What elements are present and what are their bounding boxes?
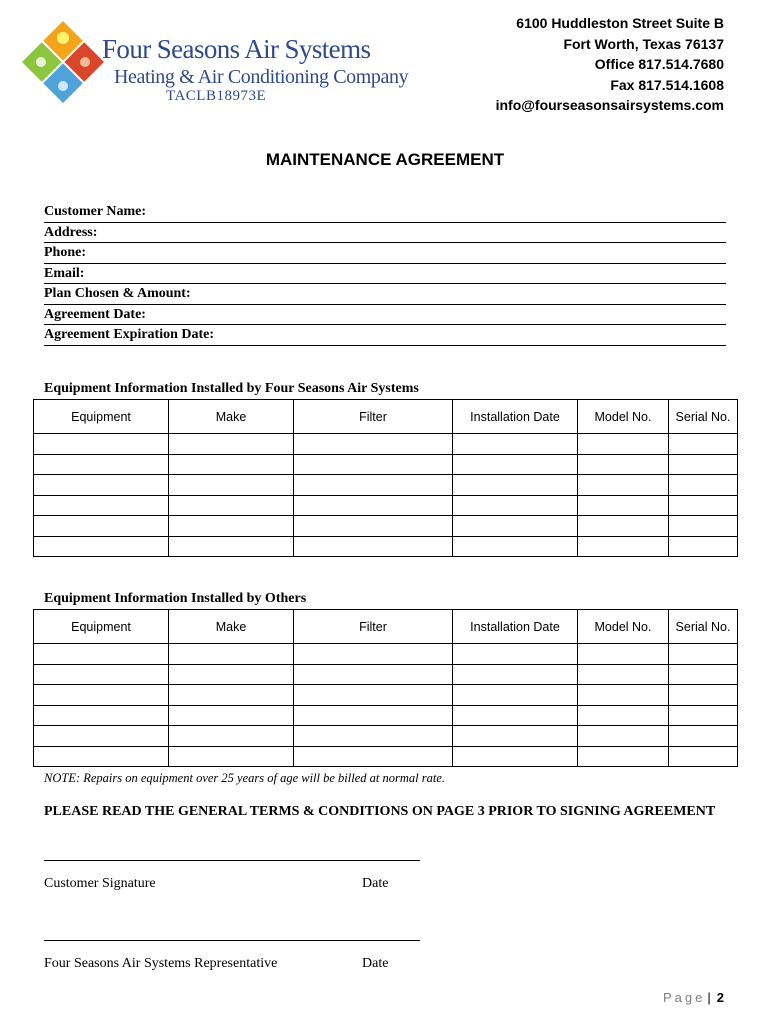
table-row bbox=[34, 516, 738, 537]
table-cell[interactable] bbox=[169, 726, 294, 747]
logo-tagline: Heating & Air Conditioning Company bbox=[114, 66, 409, 88]
representative-signature-line[interactable] bbox=[44, 940, 420, 941]
table-cell[interactable] bbox=[34, 746, 169, 767]
table-cell[interactable] bbox=[294, 454, 453, 475]
table-cell[interactable] bbox=[669, 705, 738, 726]
table-cell[interactable] bbox=[578, 705, 669, 726]
contact-block bbox=[496, 13, 724, 116]
four-seasons-diamond-logo-icon bbox=[18, 16, 108, 108]
table-cell[interactable] bbox=[169, 664, 294, 685]
table-row bbox=[34, 644, 738, 665]
table-cell[interactable] bbox=[34, 516, 169, 537]
table-cell[interactable] bbox=[453, 644, 578, 665]
table-row bbox=[34, 475, 738, 496]
table-cell[interactable] bbox=[578, 726, 669, 747]
table-cell[interactable] bbox=[294, 685, 453, 706]
table-cell[interactable] bbox=[453, 516, 578, 537]
table-cell[interactable] bbox=[578, 664, 669, 685]
table-cell[interactable] bbox=[169, 644, 294, 665]
page-number bbox=[663, 990, 724, 1005]
equipment-table-four-seasons bbox=[33, 399, 738, 557]
logo-license-number: TACLB18973E bbox=[166, 88, 267, 104]
table-cell[interactable] bbox=[294, 475, 453, 496]
table-row bbox=[34, 454, 738, 475]
representative-date-label: Date bbox=[362, 956, 389, 971]
table-header-row bbox=[34, 610, 738, 644]
table-cell[interactable] bbox=[453, 685, 578, 706]
contact-office-phone: Office 817.514.7680 bbox=[594, 56, 724, 72]
table-cell[interactable] bbox=[669, 644, 738, 665]
table-cell[interactable] bbox=[453, 664, 578, 685]
col-installation-date: Installation Date bbox=[453, 400, 578, 434]
equipment-table-others bbox=[33, 609, 738, 767]
table-cell[interactable] bbox=[578, 516, 669, 537]
table-cell[interactable] bbox=[669, 475, 738, 496]
col-filter: Filter bbox=[294, 400, 453, 434]
customer-signature-label: Customer Signature bbox=[44, 876, 156, 891]
table-row bbox=[34, 495, 738, 516]
col-make: Make bbox=[169, 610, 294, 644]
customer-date-label: Date bbox=[362, 876, 389, 891]
table-cell[interactable] bbox=[294, 536, 453, 557]
table-row bbox=[34, 434, 738, 455]
table-cell[interactable] bbox=[34, 644, 169, 665]
table-header-row bbox=[34, 400, 738, 434]
table-cell[interactable] bbox=[578, 454, 669, 475]
table-cell[interactable] bbox=[578, 434, 669, 455]
table-cell[interactable] bbox=[669, 746, 738, 767]
table-cell[interactable] bbox=[34, 664, 169, 685]
table-cell[interactable] bbox=[669, 454, 738, 475]
col-filter: Filter bbox=[294, 610, 453, 644]
table-cell[interactable] bbox=[453, 454, 578, 475]
table-cell[interactable] bbox=[578, 746, 669, 767]
table-cell[interactable] bbox=[669, 685, 738, 706]
table-cell[interactable] bbox=[453, 705, 578, 726]
table-cell[interactable] bbox=[169, 536, 294, 557]
col-model-no: Model No. bbox=[578, 400, 669, 434]
table-cell[interactable] bbox=[453, 475, 578, 496]
table-cell[interactable] bbox=[294, 644, 453, 665]
contact-fax: Fax 817.514.1608 bbox=[610, 76, 724, 93]
agreement-date-field[interactable]: Agreement Date: bbox=[44, 305, 726, 326]
table-cell[interactable] bbox=[578, 495, 669, 516]
table-cell[interactable] bbox=[34, 434, 169, 455]
table-row bbox=[34, 536, 738, 557]
table-cell[interactable] bbox=[294, 664, 453, 685]
table1-label: Equipment Information Installed by Four Seasons Air Systems bbox=[44, 381, 419, 396]
company-logo bbox=[18, 16, 409, 108]
page-separator: | bbox=[707, 990, 711, 1005]
table-cell[interactable] bbox=[453, 746, 578, 767]
table-row bbox=[34, 664, 738, 685]
table-cell[interactable] bbox=[294, 746, 453, 767]
phone-field[interactable]: Phone: bbox=[44, 243, 726, 264]
table-cell[interactable] bbox=[669, 516, 738, 537]
table-cell[interactable] bbox=[453, 536, 578, 557]
table-cell[interactable] bbox=[578, 475, 669, 496]
table-cell[interactable] bbox=[169, 705, 294, 726]
col-serial-no: Serial No. bbox=[669, 400, 738, 434]
customer-fields bbox=[44, 202, 726, 346]
plan-amount-field[interactable]: Plan Chosen & Amount: bbox=[44, 284, 726, 305]
table-cell[interactable] bbox=[34, 454, 169, 475]
table-cell[interactable] bbox=[669, 495, 738, 516]
table-cell[interactable] bbox=[34, 475, 169, 496]
col-serial-no: Serial No. bbox=[669, 610, 738, 644]
table-cell[interactable] bbox=[669, 536, 738, 557]
table-cell[interactable] bbox=[294, 434, 453, 455]
address-field[interactable]: Address: bbox=[44, 223, 726, 244]
table-cell[interactable] bbox=[294, 705, 453, 726]
table-cell[interactable] bbox=[669, 434, 738, 455]
table-cell[interactable] bbox=[34, 536, 169, 557]
table-cell[interactable] bbox=[294, 516, 453, 537]
col-equipment: Equipment bbox=[34, 400, 169, 434]
table-cell[interactable] bbox=[34, 705, 169, 726]
table-cell[interactable] bbox=[169, 475, 294, 496]
contact-street: 6100 Huddleston Street Suite B bbox=[516, 15, 724, 31]
col-installation-date: Installation Date bbox=[453, 610, 578, 644]
contact-city: Fort Worth, Texas 76137 bbox=[563, 35, 724, 52]
table-row bbox=[34, 726, 738, 747]
table-cell[interactable] bbox=[453, 726, 578, 747]
customer-signature-line[interactable] bbox=[44, 860, 420, 861]
expiration-date-field[interactable]: Agreement Expiration Date: bbox=[44, 325, 726, 346]
table-cell[interactable] bbox=[453, 495, 578, 516]
table-cell[interactable] bbox=[294, 495, 453, 516]
table-cell[interactable] bbox=[578, 644, 669, 665]
table-cell[interactable] bbox=[169, 495, 294, 516]
col-make: Make bbox=[169, 400, 294, 434]
page-word: Page bbox=[663, 990, 706, 1005]
terms-notice: PLEASE READ THE GENERAL TERMS & CONDITIONS ON PAGE 3 PRIOR TO SIGNING AGREEMENT bbox=[44, 804, 716, 819]
table-cell[interactable] bbox=[169, 454, 294, 475]
table-cell[interactable] bbox=[169, 685, 294, 706]
table2-label: Equipment Information Installed by Others bbox=[44, 591, 307, 606]
repair-note: NOTE: Repairs on equipment over 25 years of age will be billed at normal rate. bbox=[44, 771, 445, 785]
page-title: MAINTENANCE AGREEMENT bbox=[265, 150, 505, 169]
col-model-no: Model No. bbox=[578, 610, 669, 644]
table-cell[interactable] bbox=[578, 536, 669, 557]
representative-signature-label: Four Seasons Air Systems Representative bbox=[44, 956, 278, 971]
contact-email[interactable]: info@fourseasonsairsystems.com bbox=[495, 97, 724, 113]
table-cell[interactable] bbox=[669, 726, 738, 747]
table-cell[interactable] bbox=[169, 434, 294, 455]
table-cell[interactable] bbox=[169, 516, 294, 537]
table-cell[interactable] bbox=[453, 434, 578, 455]
table-cell[interactable] bbox=[169, 746, 294, 767]
logo-company-name: Four Seasons Air Systems bbox=[102, 34, 371, 64]
email-field[interactable]: Email: bbox=[44, 264, 726, 285]
page-number-value: 2 bbox=[716, 990, 724, 1005]
table-row bbox=[34, 746, 738, 767]
table-cell[interactable] bbox=[294, 726, 453, 747]
table-cell[interactable] bbox=[34, 685, 169, 706]
table-cell[interactable] bbox=[34, 495, 169, 516]
col-equipment: Equipment bbox=[34, 610, 169, 644]
table-row bbox=[34, 705, 738, 726]
table-cell[interactable] bbox=[669, 664, 738, 685]
customer-name-field[interactable]: Customer Name: bbox=[44, 202, 726, 223]
table-cell[interactable] bbox=[578, 685, 669, 706]
table-cell[interactable] bbox=[34, 726, 169, 747]
table-row bbox=[34, 685, 738, 706]
